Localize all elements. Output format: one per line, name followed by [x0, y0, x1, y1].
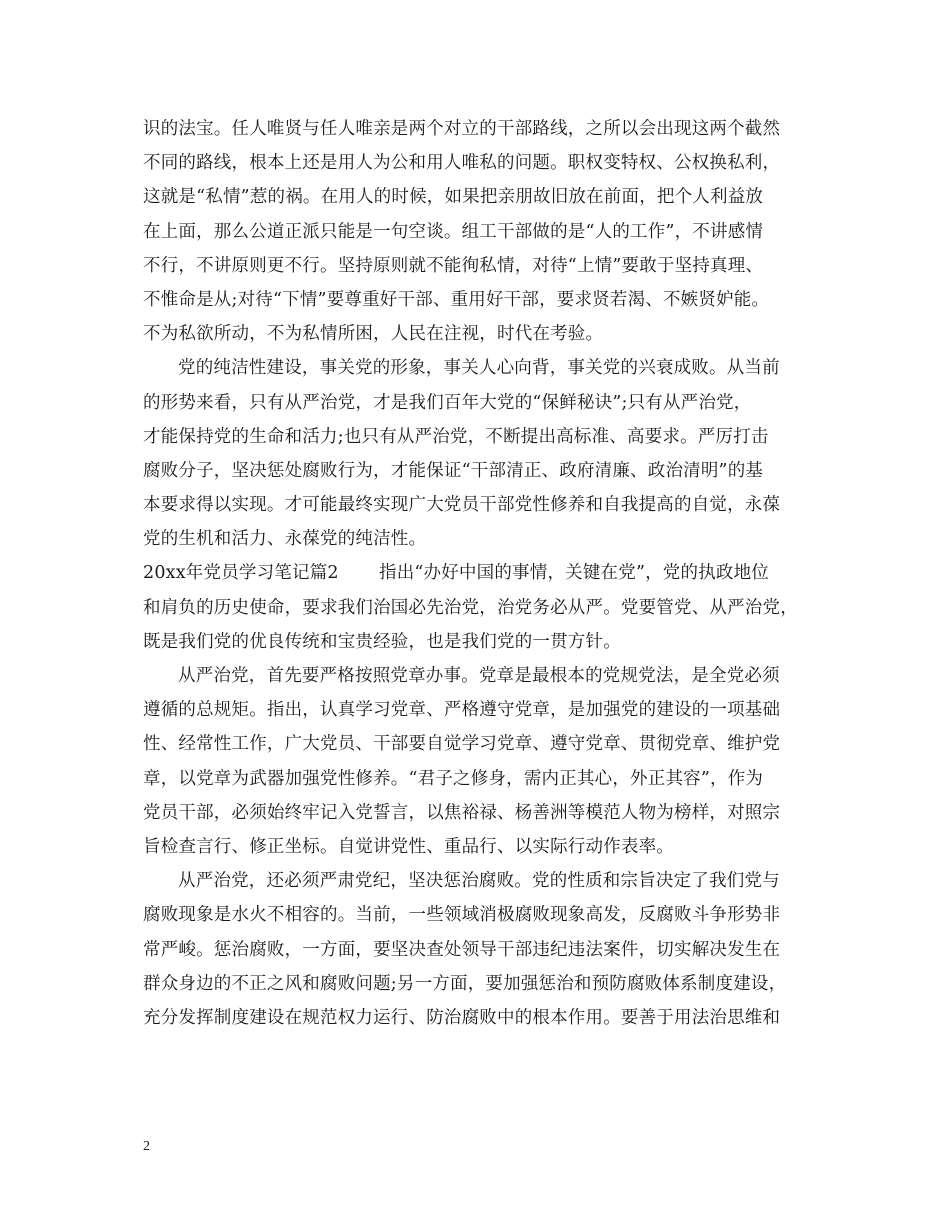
text-line: 才能保持党的生命和活力;也只有从严治党，不断提出高标准、高要求。严厉打击 [143, 426, 769, 447]
paragraph [143, 351, 823, 556]
text-line: 不为私欲所动，不为私情所困，人民在注视，时代在考验。 [143, 324, 604, 345]
text-line: 腐败分子，坚决惩处腐败行为，才能保证“干部清正、政府清廉、政治清明”的基 [143, 460, 764, 481]
text-line: 党的纯洁性建设，事关党的形象，事关人心向背，事关党的兴衰成败。从当前 [178, 358, 780, 379]
text-line: 在上面，那么公道正派只能是一句空谈。组工干部做的是“人的工作”，不讲感情 [143, 221, 764, 242]
text-line: 不行，不讲原则更不行。坚持原则就不能徇私情，对待“上情”要敢于坚持真理、 [143, 255, 764, 276]
text-line: 旨检查言行、修正坐标。自觉讲党性、重品行、以实际行动作表率。 [143, 836, 674, 857]
text-line: 从严治党，首先要严格按照党章办事。党章是最根本的党规党法，是全党必须 [178, 666, 780, 686]
section [143, 556, 823, 659]
text-line: 常严峻。惩治腐败，一方面，要坚决查处领导干部违纪违法案件，切实解决发生在 [143, 939, 781, 960]
text-line: 群众身边的不正之风和腐败问题;另一方面，要加强惩治和预防腐败体系制度建设， [143, 973, 787, 994]
text-line: 从严治党，还必须严肃党纪，坚决惩治腐败。党的性质和宗旨决定了我们党与 [178, 871, 780, 892]
paragraph [143, 864, 823, 1035]
text-line: 这就是“私情”惹的祸。在用人的时候，如果把亲朋故旧放在前面，把个人利益放 [143, 187, 764, 208]
text-line: 的形势来看，只有从严治党，才是我们百年大党的“保鲜秘诀”;只有从严治党， [143, 392, 752, 413]
text-line: 党的生机和活力、永葆党的纯洁性。 [143, 529, 427, 550]
text-line: 性、经常性工作，广大党员、干部要自觉学习党章、遵守党章、贯彻党章、维护党 [143, 734, 781, 755]
text-line: 识的法宝。任人唯贤与任人唯亲是两个对立的干部路线，之所以会出现这两个截然 [143, 119, 781, 139]
section-title: 20xx年党员学习笔记篇2 [143, 563, 339, 584]
section-heading-line [143, 556, 823, 590]
text-line: 不惟命是从;对待“下情”要尊重好干部、重用好干部，要求贤若渴、不嫉贤妒能。 [143, 289, 770, 310]
text-line: 本要求得以实现。才可能最终实现广大党员干部党性修养和自我提高的自觉，永葆 [143, 495, 781, 516]
paragraph [143, 659, 823, 864]
page-number: 2 [143, 1139, 150, 1154]
paragraph [143, 112, 823, 351]
text-line: 既是我们党的优良传统和宝贵经验，也是我们党的一贯方针。 [143, 631, 621, 652]
text-line: 不同的路线，根本上还是用人为公和用人唯私的问题。职权变特权、公权换私利， [143, 153, 781, 174]
text-line: 腐败现象是水火不相容的。当前，一些领域消极腐败现象高发，反腐败斗争形势非 [143, 905, 781, 926]
section-first-line: 指出“办好中国的事情，关键在党”，党的执政地位 [379, 563, 769, 584]
text-line: 遵循的总规矩。指出，认真学习党章、严格遵守党章，是加强党的建设的一项基础 [143, 700, 781, 721]
text-line: 和肩负的历史使命，要求我们治国必先治党，治党务必从严。党要管党、从严治党， [143, 597, 798, 618]
text-line: 章，以党章为武器加强党性修养。“君子之修身，需内正其心，外正其容”，作为 [143, 768, 764, 789]
text-line: 党员干部，必须始终牢记入党誓言，以焦裕禄、杨善洲等模范人物为榜样，对照宗 [143, 802, 781, 823]
text-line: 充分发挥制度建设在规范权力运行、防治腐败中的根本作用。要善于用法治思维和 [143, 1007, 781, 1028]
body-text [143, 112, 823, 1035]
